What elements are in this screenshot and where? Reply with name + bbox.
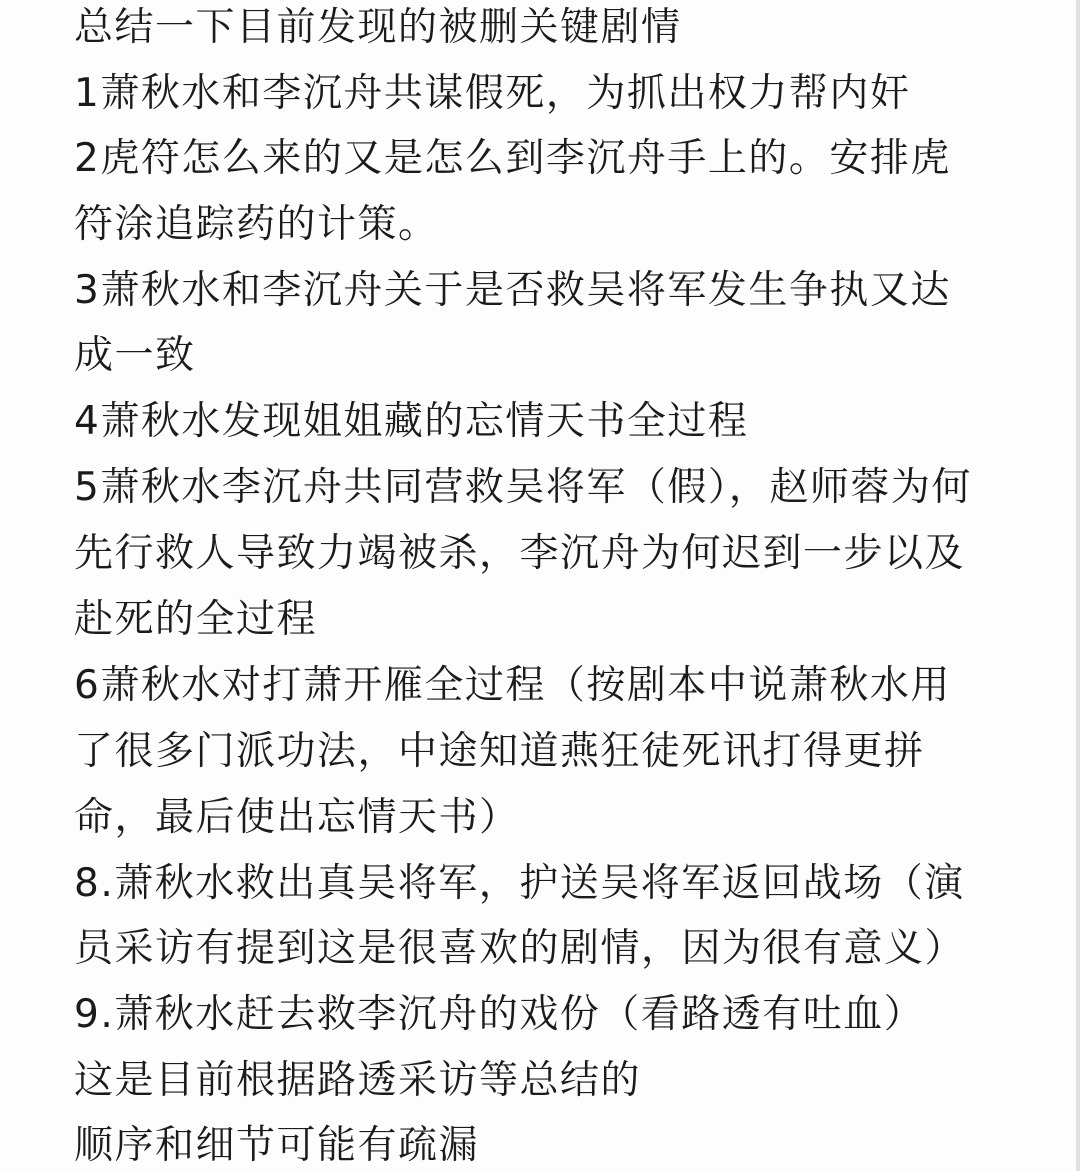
text-line: 员采访有提到这是很喜欢的剧情，因为很有意义） bbox=[74, 926, 966, 971]
text-line: 赴死的全过程 bbox=[74, 597, 318, 642]
text-line: 5萧秋水李沉舟共同营救吴将军（假），赵师蓉为何 bbox=[74, 465, 972, 510]
text-line: 9.萧秋水赶去救李沉舟的戏份（看路透有吐血） bbox=[74, 992, 925, 1037]
text-line: 这是目前根据路透采访等总结的 bbox=[74, 1058, 642, 1103]
text-line: 1萧秋水和李沉舟共谋假死，为抓出权力帮内奸 bbox=[74, 71, 911, 116]
text-line: 顺序和细节可能有疏漏 bbox=[74, 1123, 480, 1168]
text-line: 2虎符怎么来的又是怎么到李沉舟手上的。安排虎 bbox=[74, 136, 951, 181]
text-line: 成一致 bbox=[74, 333, 196, 378]
text-line: 4萧秋水发现姐姐藏的忘情天书全过程 bbox=[74, 399, 749, 444]
text-line: 3萧秋水和李沉舟关于是否救吴将军发生争执又达 bbox=[74, 268, 951, 313]
text-line: 了很多门派功法，中途知道燕狂徒死讯打得更拼 bbox=[74, 729, 925, 774]
text-line: 8.萧秋水救出真吴将军，护送吴将军返回战场（演 bbox=[74, 861, 965, 906]
text-line: 命，最后使出忘情天书） bbox=[74, 795, 520, 840]
text-line: 先行救人导致力竭被杀，李沉舟为何迟到一步以及 bbox=[74, 531, 966, 576]
text-line: 6萧秋水对打萧开雁全过程（按剧本中说萧秋水用 bbox=[74, 663, 951, 708]
text-line: 总结一下目前发现的被删关键剧情 bbox=[74, 5, 682, 50]
text-line: 符涂追踪药的计策。 bbox=[74, 202, 439, 247]
